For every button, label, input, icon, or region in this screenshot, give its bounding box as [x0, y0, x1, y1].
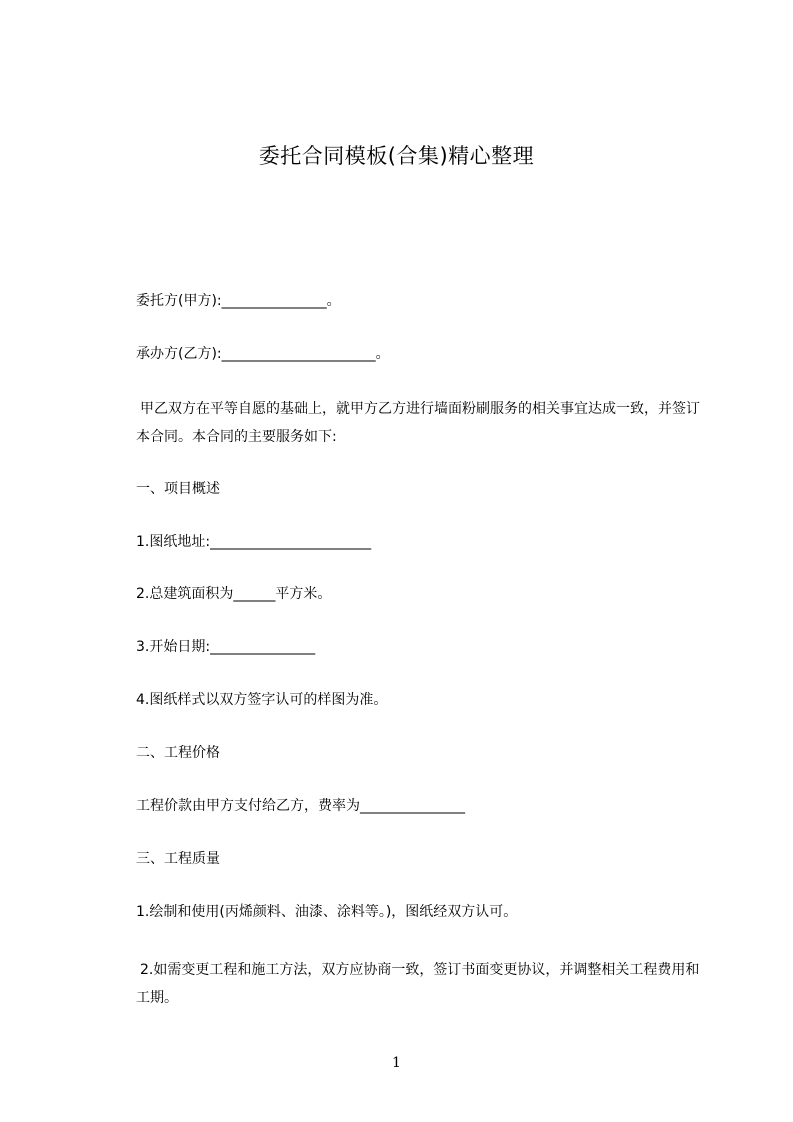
section-heading-price: 二、工程价格 [136, 745, 220, 761]
quality-item-2: 2.如需变更工程和施工方法，双方应协商一致，签订书面变更协议，并调整相关工程费用和工期。 [136, 962, 700, 1006]
section-heading-overview: 一、项目概述 [136, 481, 220, 497]
drawing-style-line: 4.图纸样式以双方签字认可的样图为准。 [136, 692, 388, 708]
contractor-party-line: 承办方(乙方):______________________。 [136, 346, 390, 362]
client-party-line: 委托方(甲方):_______________。 [136, 293, 341, 309]
page-number: 1 [392, 1055, 401, 1071]
price-line: 工程价款由甲方支付给乙方，费率为_______________ [136, 798, 465, 814]
document-title: 委托合同模板(合集)精心整理 [258, 144, 535, 168]
drawing-address-line: 1.图纸地址:_______________________ [136, 534, 372, 550]
quality-item-1: 1.绘制和使用(丙烯颜料、油漆、涂料等。)，图纸经双方认可。 [136, 904, 518, 920]
start-date-line: 3.开始日期:_______________ [136, 639, 316, 655]
intro-paragraph: 甲乙双方在平等自愿的基础上，就甲方乙方进行墙面粉刷服务的相关事宜达成一致，并签订本合同。本合同的主要服务如下: [136, 401, 700, 445]
section-heading-quality: 三、工程质量 [136, 851, 220, 867]
total-area-line: 2.总建筑面积为______平方米。 [136, 586, 332, 602]
